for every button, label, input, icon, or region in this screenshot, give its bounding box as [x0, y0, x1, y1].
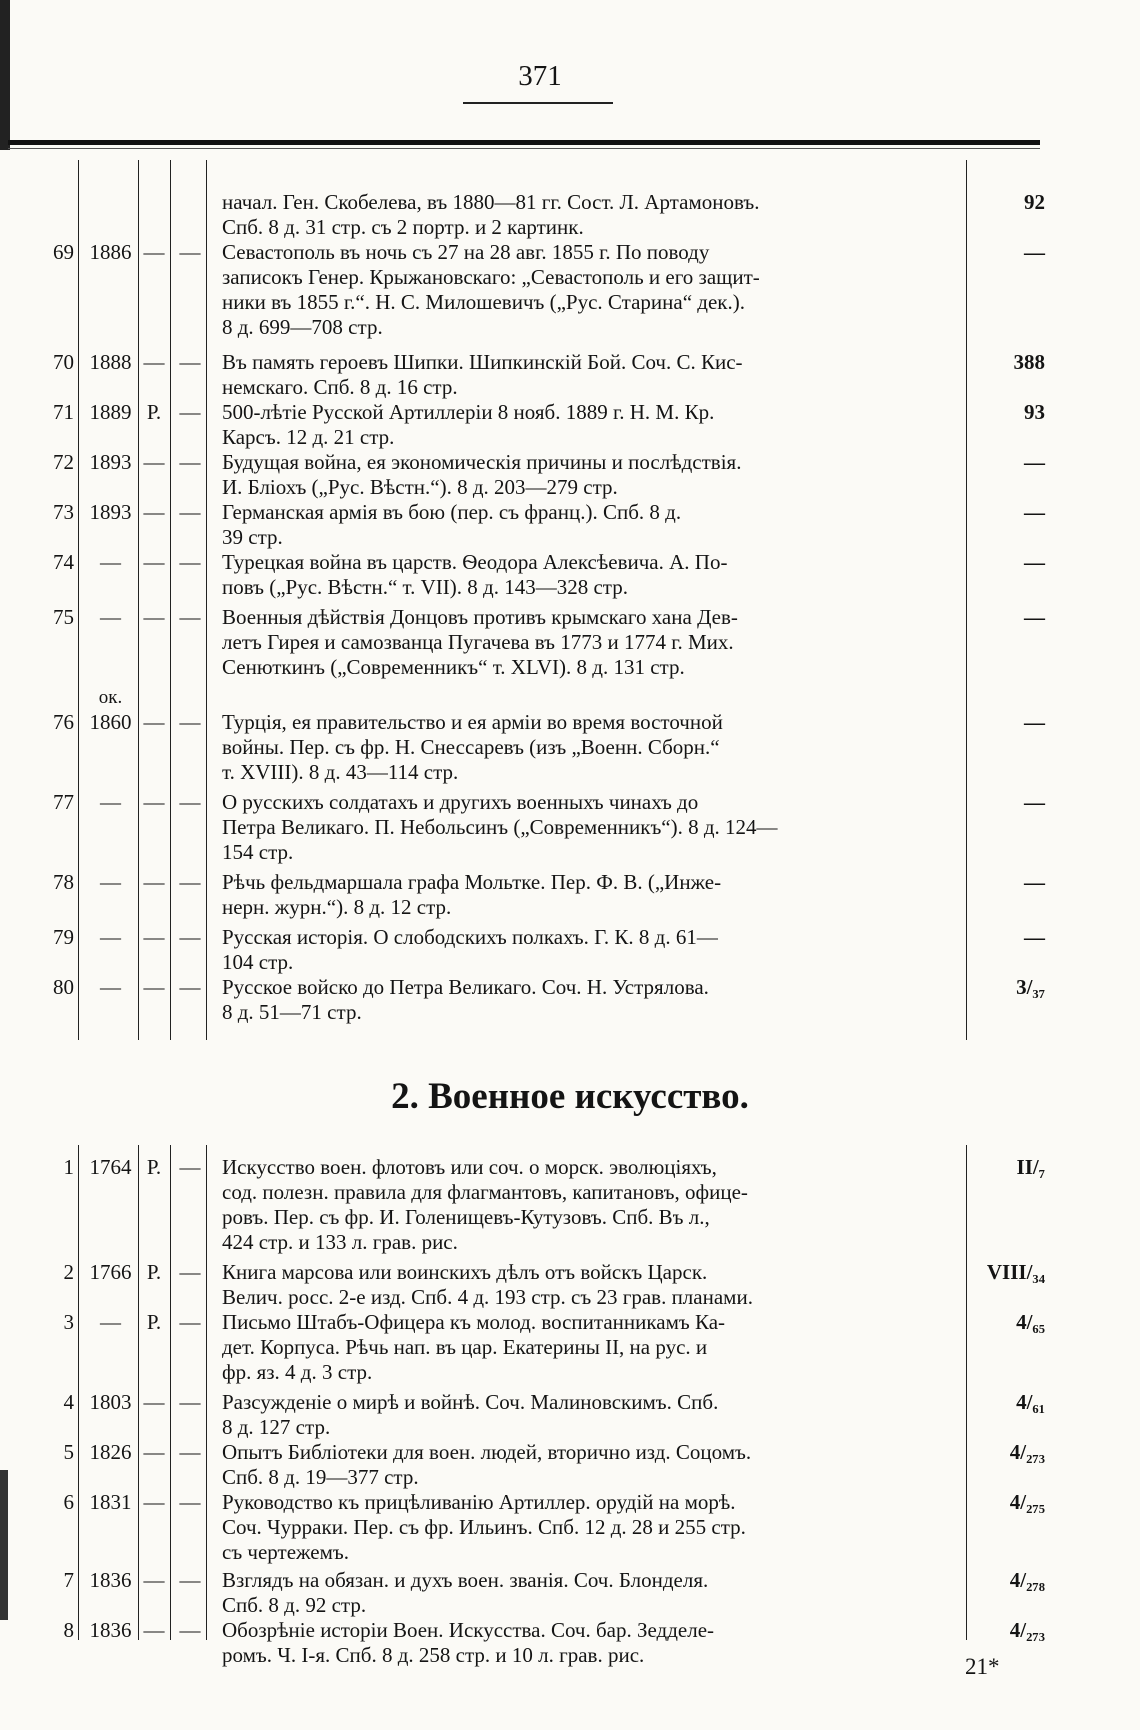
entry-number: 77 [53, 790, 74, 814]
entry-year: 1766 [89, 1260, 132, 1284]
entry-number: 80 [53, 975, 74, 999]
entry-mark: Р. [146, 1155, 162, 1179]
entry-year: 1893 [89, 500, 132, 524]
column-divider [966, 1145, 967, 1640]
entry-number: 5 [63, 1440, 74, 1464]
entry-number: 4 [63, 1390, 74, 1414]
entry-year: — [100, 975, 121, 999]
entry-shelfmark: — [1024, 870, 1045, 894]
entry-mark: — [143, 350, 165, 374]
entry-description: начал. Ген. Скобелева, въ 1880—81 гг. Сост. Л. Артамоновъ. Спб. 8 д. 31 стр. съ 2 портр. и 2 картинк. [222, 190, 760, 239]
entry-year: — [100, 790, 121, 814]
entry-shelfmark: 4/₂₇₃ [1009, 1440, 1045, 1464]
entry-dash: — [179, 240, 201, 264]
entry-number: 78 [53, 870, 74, 894]
entry-mark: — [143, 870, 165, 894]
entry-dash: — [179, 1310, 201, 1334]
entry-mark: — [143, 500, 165, 524]
entry-year: 1826 [89, 1440, 132, 1464]
entry-shelfmark: 4/₂₇₅ [1009, 1490, 1045, 1514]
entry-shelfmark: 92 [1024, 190, 1045, 214]
entry-mark: — [143, 550, 165, 574]
entry-description: Руководство къ прицѣливанію Артиллер. орудій на морѣ. Соч. Чурраки. Пер. съ фр. Ильинъ. Спб. 12 д. 28 и 255 стр. съ чертежемъ. [222, 1490, 746, 1564]
entry-number: 70 [53, 350, 74, 374]
entry-description: Письмо Штабъ-Офицера къ молод. воспитанникамъ Ка- дет. Корпуса. Рѣчь нап. въ цар. Екатерины II, на рус. и фр. яз. 4 д. 3 стр. [222, 1310, 726, 1384]
entry-description: Будущая война, ея экономическія причины и послѣдствія. И. Бліохъ („Рус. Вѣстн.“). 8 д. 203—279 стр. [222, 450, 742, 499]
entry-mark: Р. [146, 400, 162, 424]
entry-number: 6 [63, 1490, 74, 1514]
column-divider [206, 160, 207, 1040]
entry-mark: — [143, 925, 165, 949]
entry-mark: — [143, 605, 165, 629]
entry-number: 74 [53, 550, 74, 574]
entry-shelfmark: — [1024, 605, 1045, 629]
entry-description: Русская исторія. О слободскихъ полкахъ. Г. К. 8 д. 61— 104 стр. [222, 925, 718, 974]
entry-year: — [100, 550, 121, 574]
entry-number: 69 [53, 240, 74, 264]
entry-year: 1893 [89, 450, 132, 474]
entry-number: 3 [63, 1310, 74, 1334]
entry-shelfmark: II/₇ [1016, 1155, 1045, 1179]
entry-number: 79 [53, 925, 74, 949]
entry-year: 1886 [89, 240, 132, 264]
page-number-rule [463, 102, 613, 104]
entry-description: Обозрѣніе исторіи Воен. Искусства. Соч. бар. Зедделе- ромъ. Ч. I-я. Спб. 8 д. 258 стр. и 10 л. грав. рис. [222, 1618, 715, 1667]
entry-mark: — [143, 240, 165, 264]
entry-shelfmark: 3/₃₇ [1016, 975, 1045, 999]
entry-mark: — [143, 1568, 165, 1592]
entry-shelfmark: — [1024, 925, 1045, 949]
entry-description: Севастополь въ ночь съ 27 на 28 авг. 1855 г. По поводу записокъ Генер. Крыжановскаго: „Севастополь и его защит- ники въ 1855 г.“. Н. С. Милошевичъ („Рус. Старина“ дек.). 8 д. 699—708 стр. [222, 240, 760, 339]
entry-dash: — [179, 1390, 201, 1414]
entry-shelfmark: 4/₂₇₈ [1009, 1568, 1045, 1592]
entry-shelfmark: 93 [1024, 400, 1045, 424]
entry-description: Военныя дѣйствія Донцовъ противъ крымскаго хана Дев- летъ Гирея и самозванца Пугачева въ 1773 и 1774 г. Мих. Сенюткинъ („Современникъ“ т. XLVI). 8 д. 131 стр. [222, 605, 738, 679]
entry-number: 8 [63, 1618, 74, 1642]
entry-mark: — [143, 1618, 165, 1642]
column-divider [78, 160, 79, 1040]
entry-dash: — [179, 1260, 201, 1284]
entry-dash: — [179, 500, 201, 524]
entry-dash: — [179, 400, 201, 424]
entry-number: 73 [53, 500, 74, 524]
entry-description: Взглядъ на обязан. и духъ воен. званія. Соч. Блонделя. Спб. 8 д. 92 стр. [222, 1568, 709, 1617]
entry-year: 1860 [89, 710, 132, 734]
entry-description: Книга марсова или воинскихъ дѣлъ отъ войскъ Царск. Велич. росс. 2-е изд. Спб. 4 д. 193 стр. съ 23 грав. планами. [222, 1260, 753, 1309]
column-divider [206, 1145, 207, 1640]
column-divider [966, 160, 967, 1040]
entry-dash: — [179, 1490, 201, 1514]
entry-shelfmark: 4/₆₁ [1016, 1390, 1045, 1414]
page-edge-shadow [0, 0, 10, 150]
entry-shelfmark: VIII/₃₄ [986, 1260, 1045, 1284]
entry-number: 71 [53, 400, 74, 424]
entry-year: 1831 [89, 1490, 132, 1514]
entry-year: — [100, 925, 121, 949]
entry-dash: — [179, 790, 201, 814]
header-rule-thin [8, 148, 1040, 149]
entry-shelfmark: — [1024, 550, 1045, 574]
entry-description: О русскихъ солдатахъ и другихъ военныхъ чинахъ до Петра Великаго. П. Небольсинъ („Современникъ“). 8 д. 124— 154 стр. [222, 790, 778, 864]
entry-dash: — [179, 550, 201, 574]
entry-description: Турція, ея правительство и ея арміи во время восточной войны. Пер. съ фр. Н. Снессаревъ (изъ „Военн. Сборн.“ т. XVIII). 8 д. 43—114 стр. [222, 710, 723, 784]
entry-year: 1764 [89, 1155, 132, 1179]
header-rule [8, 140, 1040, 145]
entry-year: — [100, 605, 121, 629]
entry-year: 1803 [89, 1390, 132, 1414]
entry-description: Въ память героевъ Шипки. Шипкинскій Бой. Соч. С. Кис- немскаго. Спб. 8 д. 16 стр. [222, 350, 743, 399]
entry-description: Германская армія въ бою (пер. съ франц.). Спб. 8 д. 39 стр. [222, 500, 682, 549]
entry-shelfmark: 4/₆₅ [1016, 1310, 1045, 1334]
entry-mark: Р. [146, 1260, 162, 1284]
entry-mark: Р. [146, 1310, 162, 1334]
column-divider [170, 1145, 171, 1640]
entry-dash: — [179, 1440, 201, 1464]
entry-mark: — [143, 790, 165, 814]
entry-year-prefix: ок. [98, 687, 123, 708]
entry-dash: — [179, 870, 201, 894]
column-divider [170, 160, 171, 1040]
entry-dash: — [179, 1155, 201, 1179]
entry-dash: — [179, 605, 201, 629]
entry-number: 1 [63, 1155, 74, 1179]
entry-year: 1888 [89, 350, 132, 374]
column-divider [78, 1145, 79, 1640]
entry-description: Опытъ Библіотеки для воен. людей, вторично изд. Соцомъ. Спб. 8 д. 19—377 стр. [222, 1440, 752, 1489]
entry-mark: — [143, 1440, 165, 1464]
entry-description: Русское войско до Петра Великаго. Соч. Н. Устрялова. 8 д. 51—71 стр. [222, 975, 709, 1024]
page-number: 371 [518, 60, 562, 92]
entry-year: — [100, 870, 121, 894]
page-edge-shadow-bottom [0, 1470, 8, 1620]
entry-year: — [100, 1310, 121, 1334]
entry-number: 72 [53, 450, 74, 474]
entry-shelfmark: — [1024, 710, 1045, 734]
signature-mark: 21* [965, 1654, 1000, 1679]
entry-shelfmark: — [1024, 450, 1045, 474]
entry-mark: — [143, 1390, 165, 1414]
entry-dash: — [179, 710, 201, 734]
entry-mark: — [143, 450, 165, 474]
entry-shelfmark: 4/₂₇₃ [1009, 1618, 1045, 1642]
entry-number: 76 [53, 710, 74, 734]
entry-dash: — [179, 350, 201, 374]
entry-dash: — [179, 975, 201, 999]
entry-dash: — [179, 1618, 201, 1642]
entry-mark: — [143, 975, 165, 999]
entry-description: Разсужденіе о мирѣ и войнѣ. Соч. Малиновскимъ. Спб. 8 д. 127 стр. [222, 1390, 719, 1439]
entry-number: 75 [53, 605, 74, 629]
entry-shelfmark: — [1024, 790, 1045, 814]
section-title: 2. Военное искусство. [391, 1076, 749, 1117]
entry-shelfmark: — [1024, 240, 1045, 264]
entry-year: 1889 [89, 400, 132, 424]
entry-dash: — [179, 1568, 201, 1592]
entry-number: 7 [63, 1568, 74, 1592]
entry-description: Турецкая война въ царств. Ѳеодора Алексѣевича. А. По- повъ („Рус. Вѣстн.“ т. VII). 8 д. 143—328 стр. [222, 550, 728, 599]
entry-description: Рѣчь фельдмаршала графа Мольтке. Пер. Ф. В. („Инже- нерн. журн.“). 8 д. 12 стр. [222, 870, 722, 919]
entry-dash: — [179, 925, 201, 949]
entry-description: 500-лѣтіе Русской Артиллеріи 8 нояб. 1889 г. Н. М. Кр. Карсъ. 12 д. 21 стр. [222, 400, 715, 449]
entry-year: 1836 [89, 1568, 132, 1592]
entry-shelfmark: — [1024, 500, 1045, 524]
entry-description: Искусство воен. флотовъ или соч. о морск. эволюціяхъ, сод. полезн. правила для флагмантовъ, капитановъ, офице- ровъ. Пер. съ фр. И. Голенищевъ-Кутузовъ. Спб. Въ л., 424 стр. и 133 л. грав. рис. [222, 1155, 748, 1254]
entry-shelfmark: 388 [1013, 350, 1045, 374]
entry-dash: — [179, 450, 201, 474]
entry-number: 2 [63, 1260, 74, 1284]
entry-mark: — [143, 710, 165, 734]
entry-mark: — [143, 1490, 165, 1514]
column-divider [138, 160, 139, 1040]
entry-year: 1836 [89, 1618, 132, 1642]
